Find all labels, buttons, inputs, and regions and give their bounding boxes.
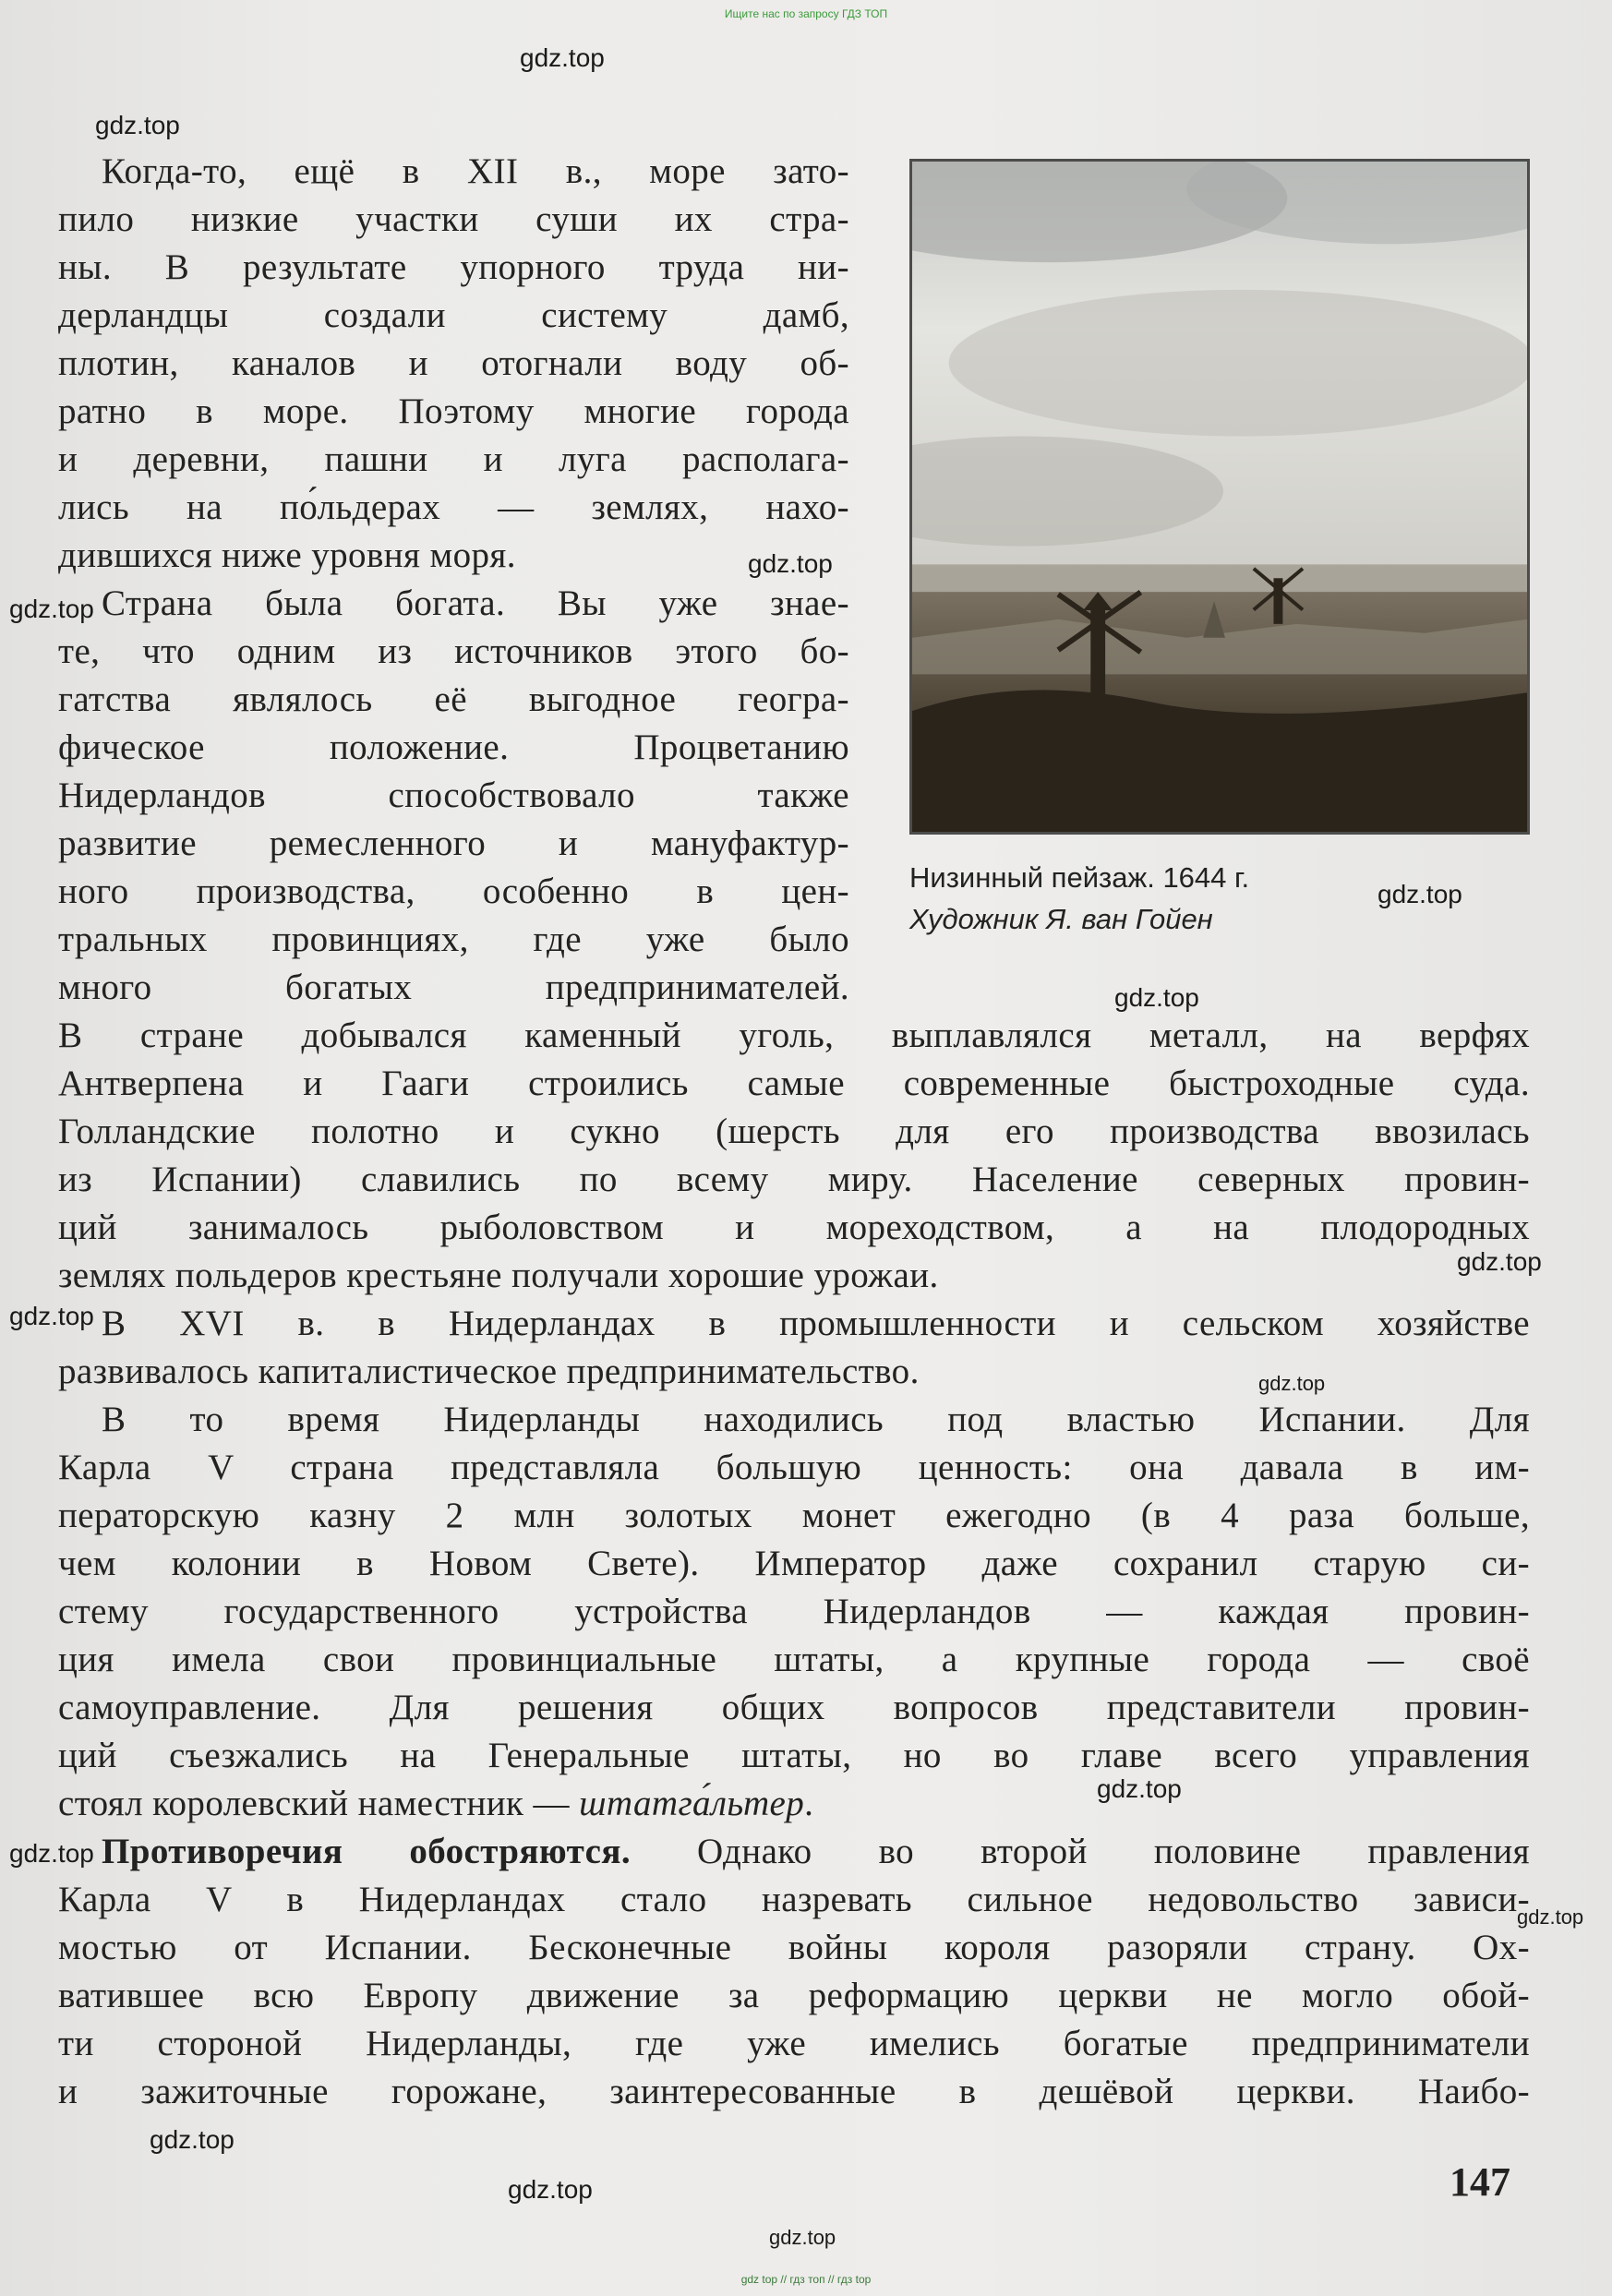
text-line: развитие ремесленного и мануфактур-: [58, 823, 849, 863]
text-segment: .: [804, 1784, 814, 1823]
text-line: [58, 1780, 1530, 1828]
text-line: много богатых предпринимателей.: [58, 968, 849, 1007]
watermark: gdz.top: [520, 43, 605, 72]
top-banner[interactable]: Ищите нас по запросу ГДЗ ТОП: [724, 7, 888, 20]
text-line: из Испании) славились по всему миру. Население северных провин-: [58, 1160, 1530, 1199]
text-line: самоуправление. Для решения общих вопросов представители провин-: [58, 1688, 1530, 1727]
text-line: дерландцы создали систему дамб,: [58, 295, 849, 335]
text-line: и зажиточные горожане, заинтересованные в дешёвой церкви. Наибо-: [58, 2072, 1530, 2111]
section-heading: Противоречия обостряются.: [102, 1832, 631, 1871]
figure-caption-author: Художник Я. ван Гойен: [909, 903, 1213, 935]
text-line: ций съезжались на Генеральные штаты, но во главе всего управления: [58, 1736, 1530, 1775]
watermark: gdz.top: [748, 549, 833, 578]
watermark: gdz.top: [9, 1302, 94, 1330]
text-line: В XVI в. в Нидерландах в промышленности и сельском хозяйстве: [102, 1304, 1530, 1343]
text-line: Антверпена и Гааги строились самые современные быстроходные суда.: [58, 1064, 1530, 1103]
painting-image: [912, 162, 1527, 832]
text-line: Нидерландов способствовало также: [58, 775, 849, 815]
text-line: ция имела свои провинциальные штаты, а крупные города — своё: [58, 1640, 1530, 1679]
text-line: пило низкие участки суши их стра-: [58, 199, 849, 239]
text-line: В стране добывался каменный уголь, выплавлялся металл, на верфях: [58, 1016, 1530, 1055]
text-segment: стоял королевский наместник —: [58, 1784, 580, 1823]
text-line: Когда-то, ещё в XII в., море зато-: [102, 151, 849, 191]
text-line: ти стороной Нидерланды, где уже имелись богатые предприниматели: [58, 2024, 1530, 2063]
painting-low-landscape: [909, 159, 1530, 835]
watermark: gdz.top: [150, 2125, 235, 2154]
term-shtatgalter: штатга́льтер: [579, 1784, 805, 1823]
watermark: gdz.top: [1114, 983, 1199, 1012]
text-line: Карла V в Нидерландах стало назревать сильное недовольство зависи-: [58, 1880, 1530, 1919]
figure-caption-title: Низинный пейзаж. 1644 г.: [909, 861, 1250, 894]
text-line: стему государственного устройства Нидерландов — каждая провин-: [58, 1592, 1530, 1631]
watermark: gdz.top: [1258, 1372, 1326, 1395]
text-line: В то время Нидерланды находились под властью Испании. Для: [102, 1400, 1530, 1439]
text-line: ватившее всю Европу движение за реформацию церкви не могло обой-: [58, 1976, 1530, 2015]
text-line: и деревни, пашни и луга располага-: [58, 439, 849, 479]
watermark: gdz.top: [9, 595, 94, 623]
watermark: gdz.top: [508, 2175, 593, 2204]
text-line: землях польдеров крестьяне получали хорошие урожаи.: [58, 1256, 939, 1295]
watermark: gdz.top: [95, 111, 180, 139]
text-line: [102, 1828, 1530, 1876]
text-line: чем колонии в Новом Свете). Император даже сохранил старую си-: [58, 1544, 1530, 1583]
bottom-banner[interactable]: gdz top // гдз топ // гдз top: [740, 2273, 872, 2286]
watermark: gdz.top: [769, 2226, 836, 2249]
text-line: Голландские полотно и сукно (шерсть для его производства ввозилась: [58, 1112, 1530, 1151]
text-line: тральных провинциях, где уже было: [58, 920, 849, 959]
text-line: Страна была богата. Вы уже знае-: [102, 583, 849, 623]
text-line: ций занималось рыболовством и мореходством, а на плодородных: [58, 1208, 1530, 1247]
text-line: ны. В результате упорного труда ни-: [58, 247, 849, 287]
text-line: ного производства, особенно в цен-: [58, 872, 849, 911]
watermark: gdz.top: [1457, 1247, 1542, 1276]
text-line: плотин, каналов и отогнали воду об-: [58, 343, 849, 383]
text-line: ратно в море. Поэтому многие города: [58, 391, 849, 431]
watermark: gdz.top: [1517, 1905, 1584, 1929]
page-number: 147: [1450, 2159, 1510, 2205]
watermark: gdz.top: [9, 1839, 94, 1868]
text-line: дившихся ниже уровня моря.: [58, 535, 516, 575]
text-segment: Однако во второй половине правления: [630, 1832, 1530, 1871]
text-line: Карла V страна представляла большую ценность: она давала в им-: [58, 1448, 1530, 1487]
text-line: лись на по́льдерах — землях, нахо-: [58, 487, 849, 527]
text-line: ператорскую казну 2 млн золотых монет ежегодно (в 4 раза больше,: [58, 1496, 1530, 1535]
text-line: фическое положение. Процветанию: [58, 727, 849, 767]
watermark: gdz.top: [1097, 1774, 1182, 1803]
text-line: гатства являлось её выгодное геогра-: [58, 679, 849, 719]
watermark: gdz.top: [1377, 880, 1462, 908]
text-line: развивалось капиталистическое предпринимательство.: [58, 1352, 920, 1391]
text-line: мостью от Испании. Бесконечные войны короля разоряли страну. Ох-: [58, 1928, 1530, 1967]
text-line: те, что одним из источников этого бо-: [58, 631, 849, 671]
